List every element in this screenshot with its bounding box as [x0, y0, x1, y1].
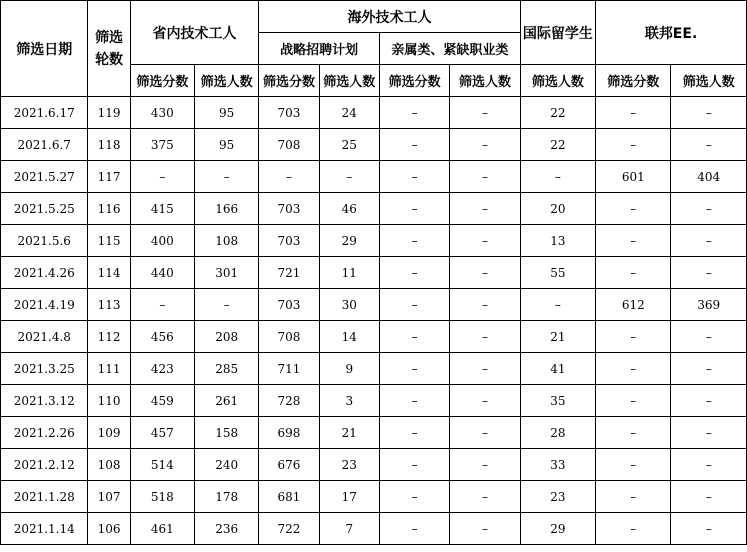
header-intl-student: 国际留学生: [520, 1, 595, 65]
cell-student-count: 13: [520, 225, 595, 257]
cell-date: 2021.5.27: [1, 161, 88, 193]
cell-fam-count: –: [450, 353, 520, 385]
cell-fed-score: –: [596, 385, 671, 417]
cell-strat-count: 14: [319, 321, 379, 353]
cell-fam-count: –: [450, 161, 520, 193]
cell-fam-score: –: [379, 193, 449, 225]
header-fed-count: 筛选人数: [671, 65, 747, 97]
cell-strat-count: 30: [319, 289, 379, 321]
cell-strat-count: 17: [319, 481, 379, 513]
table-row: [1, 225, 747, 257]
header-strat-score: 筛选分数: [259, 65, 319, 97]
table-row: [1, 97, 747, 129]
cell-strat-count: 46: [319, 193, 379, 225]
cell-strat-score: 681: [259, 481, 319, 513]
cell-prov-score: 456: [130, 321, 194, 353]
cell-fed-count: –: [671, 481, 747, 513]
cell-strat-count: 24: [319, 97, 379, 129]
cell-strat-count: 25: [319, 129, 379, 161]
cell-round: 114: [88, 257, 130, 289]
cell-student-count: 55: [520, 257, 595, 289]
cell-fed-score: 612: [596, 289, 671, 321]
cell-strat-score: 708: [259, 321, 319, 353]
cell-fam-score: –: [379, 97, 449, 129]
cell-date: 2021.6.17: [1, 97, 88, 129]
header-round: 筛选轮数: [88, 1, 130, 97]
cell-fam-score: –: [379, 321, 449, 353]
cell-fed-count: –: [671, 513, 747, 545]
cell-prov-count: 108: [195, 225, 259, 257]
header-family: 亲属类、紧缺职业类: [379, 33, 520, 65]
cell-date: 2021.5.6: [1, 225, 88, 257]
cell-fed-score: –: [596, 321, 671, 353]
cell-prov-score: 430: [130, 97, 194, 129]
cell-prov-count: 301: [195, 257, 259, 289]
cell-round: 108: [88, 449, 130, 481]
cell-date: 2021.2.26: [1, 417, 88, 449]
cell-fam-count: –: [450, 289, 520, 321]
cell-strat-score: 698: [259, 417, 319, 449]
cell-fam-count: –: [450, 417, 520, 449]
cell-prov-score: 423: [130, 353, 194, 385]
cell-fam-score: –: [379, 257, 449, 289]
table-row: [1, 129, 747, 161]
cell-fam-count: –: [450, 449, 520, 481]
cell-date: 2021.4.8: [1, 321, 88, 353]
cell-strat-count: 23: [319, 449, 379, 481]
cell-student-count: 20: [520, 193, 595, 225]
cell-prov-count: 95: [195, 129, 259, 161]
cell-strat-score: 711: [259, 353, 319, 385]
cell-fed-count: –: [671, 225, 747, 257]
cell-fam-count: –: [450, 513, 520, 545]
header-strategic: 战略招聘计划: [259, 33, 380, 65]
cell-fam-count: –: [450, 321, 520, 353]
cell-student-count: 35: [520, 385, 595, 417]
cell-prov-count: 158: [195, 417, 259, 449]
cell-fam-score: –: [379, 353, 449, 385]
cell-prov-count: 166: [195, 193, 259, 225]
cell-round: 109: [88, 417, 130, 449]
cell-prov-count: 285: [195, 353, 259, 385]
cell-fed-count: –: [671, 129, 747, 161]
cell-strat-count: 21: [319, 417, 379, 449]
cell-student-count: 33: [520, 449, 595, 481]
cell-fam-score: –: [379, 481, 449, 513]
cell-fed-count: –: [671, 257, 747, 289]
cell-date: 2021.3.12: [1, 385, 88, 417]
cell-prov-count: –: [195, 289, 259, 321]
cell-prov-count: 208: [195, 321, 259, 353]
cell-prov-count: 95: [195, 97, 259, 129]
cell-prov-score: 375: [130, 129, 194, 161]
cell-prov-score: 400: [130, 225, 194, 257]
cell-date: 2021.6.7: [1, 129, 88, 161]
header-student-count: 筛选人数: [520, 65, 595, 97]
table-row: [1, 385, 747, 417]
cell-prov-count: –: [195, 161, 259, 193]
cell-strat-count: 9: [319, 353, 379, 385]
cell-fed-score: –: [596, 257, 671, 289]
header-prov-count: 筛选人数: [195, 65, 259, 97]
cell-strat-score: 722: [259, 513, 319, 545]
cell-fed-count: 404: [671, 161, 747, 193]
cell-round: 112: [88, 321, 130, 353]
header-strat-count: 筛选人数: [319, 65, 379, 97]
cell-prov-score: 459: [130, 385, 194, 417]
header-date: 筛选日期: [1, 1, 88, 97]
cell-prov-score: 440: [130, 257, 194, 289]
header-fed-score: 筛选分数: [596, 65, 671, 97]
cell-fam-count: –: [450, 257, 520, 289]
cell-fed-score: –: [596, 449, 671, 481]
cell-strat-score: 721: [259, 257, 319, 289]
cell-fam-count: –: [450, 129, 520, 161]
cell-student-count: –: [520, 161, 595, 193]
cell-prov-score: 461: [130, 513, 194, 545]
cell-fed-score: –: [596, 129, 671, 161]
cell-student-count: –: [520, 289, 595, 321]
table-row: [1, 353, 747, 385]
cell-strat-count: –: [319, 161, 379, 193]
cell-prov-score: –: [130, 289, 194, 321]
cell-fam-score: –: [379, 161, 449, 193]
header-prov-score: 筛选分数: [130, 65, 194, 97]
cell-fam-score: –: [379, 385, 449, 417]
cell-fam-score: –: [379, 417, 449, 449]
cell-strat-score: 676: [259, 449, 319, 481]
cell-round: 119: [88, 97, 130, 129]
cell-date: 2021.4.19: [1, 289, 88, 321]
cell-strat-score: 728: [259, 385, 319, 417]
cell-fam-count: –: [450, 193, 520, 225]
cell-student-count: 28: [520, 417, 595, 449]
header-fam-score: 筛选分数: [379, 65, 449, 97]
cell-student-count: 21: [520, 321, 595, 353]
cell-fam-score: –: [379, 225, 449, 257]
cell-student-count: 22: [520, 129, 595, 161]
header-provincial: 省内技术工人: [130, 1, 259, 65]
cell-strat-score: –: [259, 161, 319, 193]
header-federal: 联邦EE.: [596, 1, 747, 65]
cell-fed-score: 601: [596, 161, 671, 193]
cell-strat-count: 29: [319, 225, 379, 257]
cell-prov-score: 514: [130, 449, 194, 481]
header-overseas: 海外技术工人: [259, 1, 520, 33]
cell-fed-count: –: [671, 353, 747, 385]
cell-round: 107: [88, 481, 130, 513]
cell-fed-count: 369: [671, 289, 747, 321]
cell-prov-count: 178: [195, 481, 259, 513]
cell-round: 117: [88, 161, 130, 193]
cell-strat-score: 703: [259, 97, 319, 129]
header-fam-count: 筛选人数: [450, 65, 520, 97]
table-row: [1, 161, 747, 193]
cell-prov-count: 261: [195, 385, 259, 417]
cell-fed-count: –: [671, 193, 747, 225]
cell-fed-count: –: [671, 449, 747, 481]
cell-prov-score: 457: [130, 417, 194, 449]
cell-date: 2021.3.25: [1, 353, 88, 385]
cell-fam-count: –: [450, 481, 520, 513]
table-row: [1, 417, 747, 449]
cell-round: 115: [88, 225, 130, 257]
cell-student-count: 29: [520, 513, 595, 545]
cell-fam-score: –: [379, 449, 449, 481]
cell-date: 2021.1.14: [1, 513, 88, 545]
cell-date: 2021.4.26: [1, 257, 88, 289]
table-row: [1, 193, 747, 225]
cell-fed-score: –: [596, 481, 671, 513]
cell-fed-count: –: [671, 321, 747, 353]
cell-strat-score: 703: [259, 225, 319, 257]
cell-fam-count: –: [450, 97, 520, 129]
cell-round: 113: [88, 289, 130, 321]
cell-prov-score: –: [130, 161, 194, 193]
cell-fed-count: –: [671, 417, 747, 449]
cell-prov-count: 236: [195, 513, 259, 545]
cell-fed-count: –: [671, 97, 747, 129]
cell-date: 2021.5.25: [1, 193, 88, 225]
cell-round: 118: [88, 129, 130, 161]
cell-strat-score: 708: [259, 129, 319, 161]
cell-fam-count: –: [450, 385, 520, 417]
cell-fed-score: –: [596, 225, 671, 257]
cell-fed-count: –: [671, 385, 747, 417]
table-row: [1, 257, 747, 289]
cell-strat-count: 11: [319, 257, 379, 289]
cell-strat-score: 703: [259, 193, 319, 225]
cell-strat-count: 7: [319, 513, 379, 545]
cell-round: 106: [88, 513, 130, 545]
cell-prov-count: 240: [195, 449, 259, 481]
cell-date: 2021.2.12: [1, 449, 88, 481]
cell-fam-score: –: [379, 513, 449, 545]
cell-prov-score: 518: [130, 481, 194, 513]
cell-prov-score: 415: [130, 193, 194, 225]
cell-fam-score: –: [379, 289, 449, 321]
cell-student-count: 22: [520, 97, 595, 129]
cell-round: 110: [88, 385, 130, 417]
table-row: [1, 481, 747, 513]
cell-date: 2021.1.28: [1, 481, 88, 513]
cell-student-count: 23: [520, 481, 595, 513]
cell-strat-count: 3: [319, 385, 379, 417]
table-row: [1, 449, 747, 481]
table-row: [1, 513, 747, 545]
cell-fed-score: –: [596, 193, 671, 225]
cell-fed-score: –: [596, 513, 671, 545]
cell-student-count: 41: [520, 353, 595, 385]
cell-fed-score: –: [596, 353, 671, 385]
table-row: [1, 321, 747, 353]
cell-fam-score: –: [379, 129, 449, 161]
cell-round: 116: [88, 193, 130, 225]
cell-fed-score: –: [596, 97, 671, 129]
cell-strat-score: 703: [259, 289, 319, 321]
table-row: [1, 289, 747, 321]
cell-round: 111: [88, 353, 130, 385]
cell-fam-count: –: [450, 225, 520, 257]
cell-fed-score: –: [596, 417, 671, 449]
